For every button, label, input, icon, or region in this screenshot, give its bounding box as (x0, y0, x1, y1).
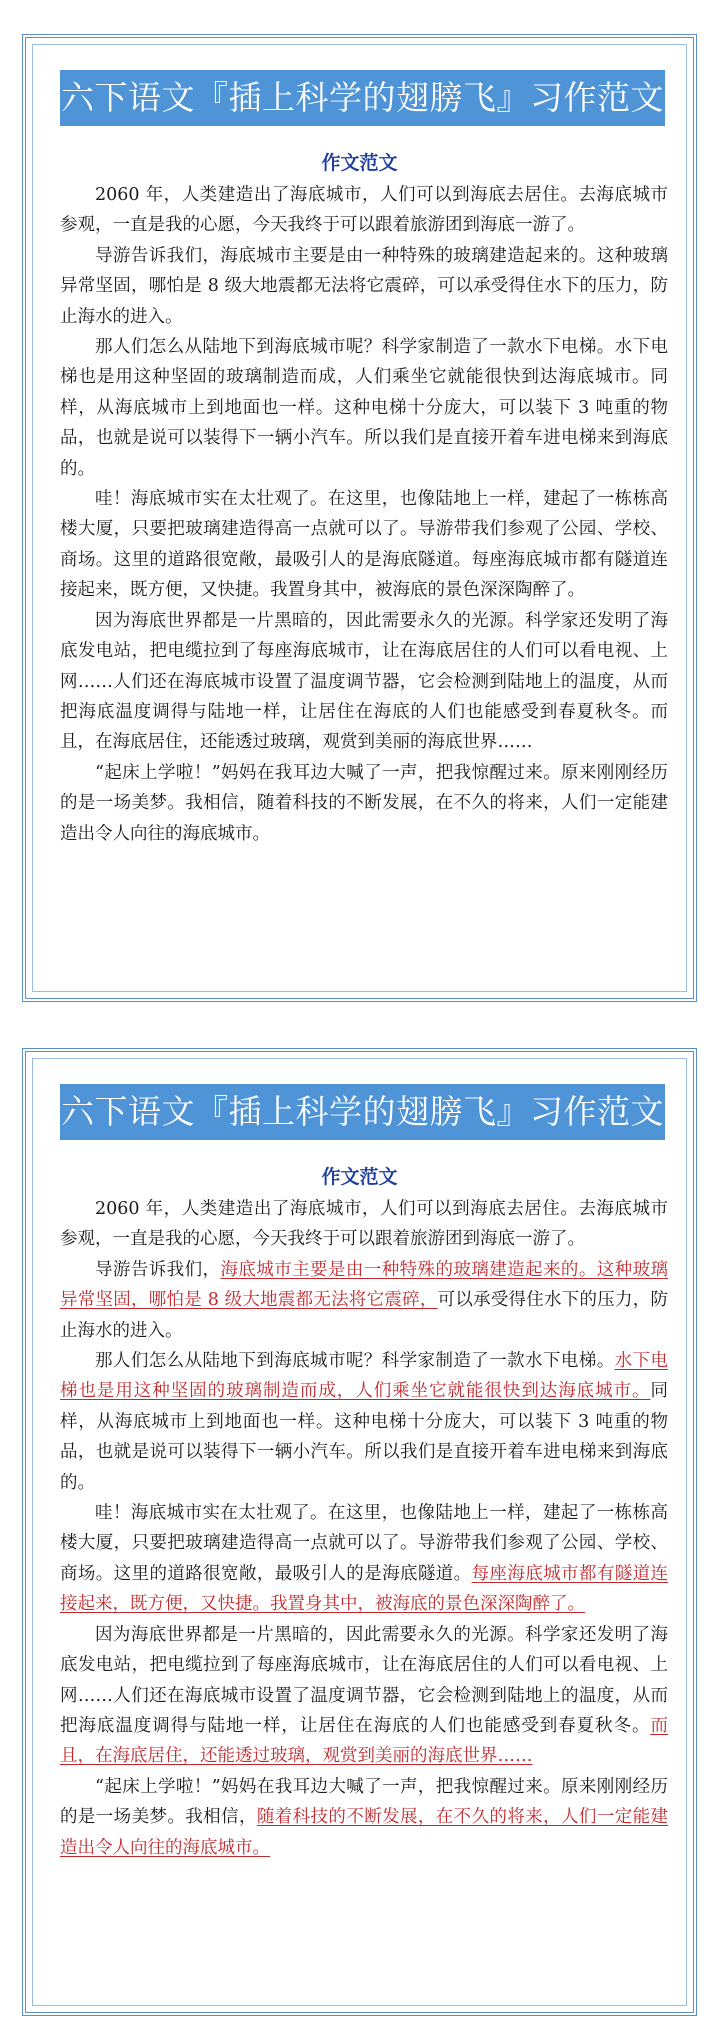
page-title: 六下语文『插上科学的翅膀飞』习作范文 (60, 1084, 665, 1140)
essay-subtitle: 作文范文 (321, 1166, 398, 1188)
essay-card-annotated (22, 1048, 697, 2016)
essay-paragraph (60, 484, 668, 606)
essay-card-original (22, 34, 697, 1002)
essay-paragraph (60, 606, 668, 758)
text-run: 哇！海底城市实在太壮观了。在这里，也像陆地上一样，建起了一栋栋高楼大厦，只要把玻璃建造得高一点就可以了。导游带我们参观了公园、学校、商场。这里的道路很宽敞，最吸引人的是海底隧道。每座海底城市都有隧道连接起来，既方便，又快捷。我置身其中，被海底的景色深深陶醉了。 (60, 489, 668, 601)
essay-paragraph (60, 1194, 668, 1255)
essay-paragraph (60, 1772, 668, 1863)
text-run: 导游告诉我们， (95, 1259, 221, 1280)
essay-paragraph (60, 180, 668, 241)
essay-paragraph (60, 758, 668, 849)
text-run: 哇！海底城市实在太壮观了。在这里，也像陆地上一样，建起了一栋栋高楼大厦，只要把玻璃建造得高一点就可以了。导游带我们参观了公园、学校、商场。这里的道路很宽敞，最吸引人的是海底隧道。 (60, 1503, 668, 1584)
page-title: 六下语文『插上科学的翅膀飞』习作范文 (60, 70, 665, 126)
essay-paragraph (60, 1620, 668, 1772)
text-run: 可以承受得住水下的压力，防止海水的进入。 (60, 1290, 668, 1341)
text-run: “起床上学啦！”妈妈在我耳边大喊了一声，把我惊醒过来。原来刚刚经历的是一场美梦。我相信，随着科技的不断发展，在不久的将来，人们一定能建造出令人向往的海底城市。 (60, 762, 668, 844)
text-run: 因为海底世界都是一片黑暗的，因此需要永久的光源。科学家还发明了海底发电站，把电缆拉到了每座海底城市，让在海底居住的人们可以看电视、上网……人们还在海底城市设置了温度调节器，它会检测到陆地上的温度，从而把海底温度调得与陆地一样，让居住在海底的人们也能感受到春夏秋冬。而且，在海底居住，还能透过玻璃，观赏到美丽的海底世界…… (60, 610, 668, 753)
highlighted-sentence: 水下电梯也是用这种坚固的玻璃制造而成，人们乘坐它就能很快到达海底城市。 (60, 1351, 669, 1402)
essay-body (60, 1194, 668, 1863)
text-run: 因为海底世界都是一片黑暗的，因此需要永久的光源。科学家还发明了海底发电站，把电缆拉到了每座海底城市，让在海底居住的人们可以看电视、上网……人们还在海底城市设置了温度调节器，它会检测到陆地上的温度，从而把海底温度调得与陆地一样，让居住在海底的人们也能感受到春夏秋冬。 (60, 1624, 668, 1736)
essay-paragraph (60, 1498, 668, 1620)
highlighted-sentence: 每座海底城市都有隧道连接起来，既方便，又快捷。我置身其中，被海底的景色深深陶醉了。 (60, 1563, 669, 1615)
text-run: 那人们怎么从陆地下到海底城市呢？科学家制造了一款水下电梯。水下电梯也是用这种坚固的玻璃制造而成，人们乘坐它就能很快到达海底城市。同样，从海底城市上到地面也一样。这种电梯十分庞大，可以装下 3 吨重的物品，也就是说可以装得下一辆小汽车。所以我们是直接开着车进电梯来到海底的。 (60, 337, 668, 479)
text-run: 那人们怎么从陆地下到海底城市呢？科学家制造了一款水下电梯。 (95, 1351, 615, 1372)
essay-paragraph (60, 1346, 668, 1498)
essay-paragraph (60, 332, 668, 484)
text-run: 2060 年，人类建造出了海底城市，人们可以到海底去居住。去海底城市参观，一直是我的心愿，今天我终于可以跟着旅游团到海底一游了。 (60, 1199, 668, 1250)
essay-paragraph (60, 1255, 668, 1346)
highlighted-sentence: 海底城市主要是由一种特殊的玻璃建造起来的。这种玻璃异常坚固，哪怕是 8 级大地震都无法将它震碎， (60, 1259, 669, 1311)
essay-subtitle: 作文范文 (321, 152, 398, 174)
text-run: 同样，从海底城市上到地面也一样。这种电梯十分庞大，可以装下 3 吨重的物品，也就是说可以装得下一辆小汽车。所以我们是直接开着车进电梯来到海底的。 (60, 1381, 668, 1493)
text-run: “起床上学啦！”妈妈在我耳边大喊了一声，把我惊醒过来。原来刚刚经历的是一场美梦。我相信， (60, 1776, 668, 1828)
text-run: 2060 年，人类建造出了海底城市，人们可以到海底去居住。去海底城市参观，一直是我的心愿，今天我终于可以跟着旅游团到海底一游了。 (60, 185, 668, 236)
essay-paragraph (60, 241, 668, 332)
highlighted-sentence: 随着科技的不断发展，在不久的将来，人们一定能建造出令人向往的海底城市。 (60, 1807, 669, 1858)
essay-body (60, 180, 668, 849)
text-run: 导游告诉我们，海底城市主要是由一种特殊的玻璃建造起来的。这种玻璃异常坚固，哪怕是 8 级大地震都无法将它震碎，可以承受得住水下的压力，防止海水的进入。 (60, 245, 668, 327)
highlighted-sentence: 而且，在海底居住，还能透过玻璃，观赏到美丽的海底世界…… (60, 1715, 668, 1767)
